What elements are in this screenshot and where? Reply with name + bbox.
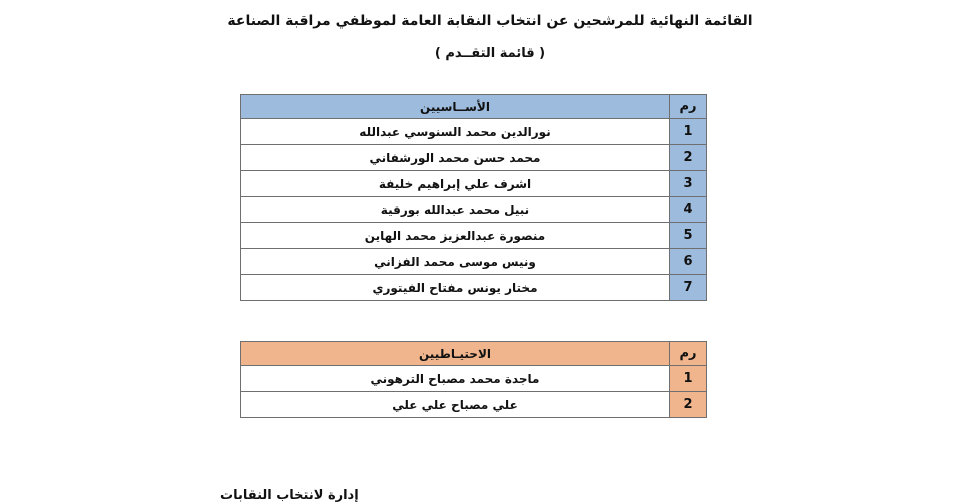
row-number: 2 [670, 392, 707, 418]
column-header-number: رم [670, 95, 707, 119]
row-number: 2 [670, 145, 707, 171]
table-row [241, 145, 707, 171]
table-row [241, 223, 707, 249]
candidate-name: منصورة عبدالعزيز محمد الهاين [241, 223, 670, 249]
footer-signature-text: إدارة لانتخاب النقابات [220, 488, 359, 503]
row-number: 7 [670, 275, 707, 301]
table-row [241, 392, 707, 418]
table-row [241, 275, 707, 301]
column-header-main-candidates: الأســاسيين [241, 95, 670, 119]
candidate-name: محمد حسن محمد الورشفاني [241, 145, 670, 171]
row-number: 5 [670, 223, 707, 249]
row-number: 6 [670, 249, 707, 275]
reserve-candidates-table [240, 341, 707, 418]
document-subtitle: ( قائمة التقــدم ) [434, 46, 546, 61]
table-header-row [241, 342, 707, 366]
column-header-reserve-candidates: الاحتيـاطيين [241, 342, 670, 366]
candidate-name: ونيس موسى محمد الفزاني [241, 249, 670, 275]
row-number: 1 [670, 119, 707, 145]
table-header-row [241, 95, 707, 119]
main-candidates-table [240, 94, 707, 301]
candidate-name: مختار يونس مفتاح الفيتوري [241, 275, 670, 301]
candidate-name: نورالدين محمد السنوسي عبدالله [241, 119, 670, 145]
candidate-name: نبيل محمد عبدالله بورقية [241, 197, 670, 223]
table-row [241, 197, 707, 223]
table-row [241, 171, 707, 197]
table-row [241, 119, 707, 145]
candidate-name: علي مصباح علي علي [241, 392, 670, 418]
column-header-number: رم [670, 342, 707, 366]
row-number: 4 [670, 197, 707, 223]
document-title: القائمة النهائية للمرشحين عن انتخاب النقابة العامة لموظفي مراقبة الصناعة [227, 13, 753, 29]
candidate-name: ماجدة محمد مصباح الترهوني [241, 366, 670, 392]
table-row [241, 249, 707, 275]
row-number: 1 [670, 366, 707, 392]
candidate-name: اشرف علي إبراهيم خليفة [241, 171, 670, 197]
row-number: 3 [670, 171, 707, 197]
table-row [241, 366, 707, 392]
